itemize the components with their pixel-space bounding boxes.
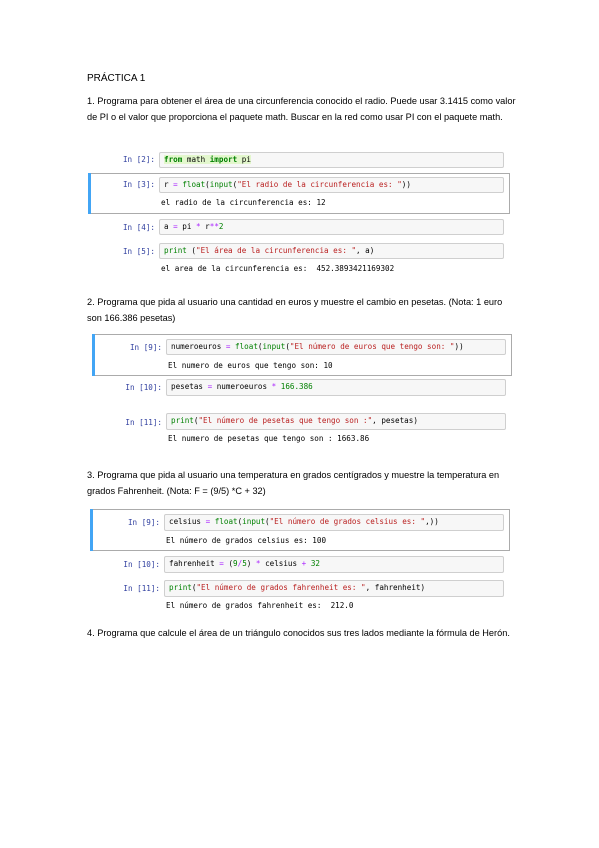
code-token: =	[205, 517, 211, 526]
code-token: 32	[310, 559, 320, 568]
code-token: input	[242, 517, 266, 526]
code-cell-input[interactable]	[164, 514, 504, 531]
code-token: (	[237, 517, 243, 526]
code-cell-input[interactable]	[159, 152, 504, 168]
code-token: r	[200, 222, 210, 231]
code-token: (	[193, 416, 199, 425]
code-token: celsius	[260, 559, 302, 568]
document-title: PRÁCTICA 1	[87, 73, 146, 84]
code-token: pesetas	[171, 382, 208, 391]
code-token: pi	[237, 155, 251, 164]
cell-prompt: In [10]:	[125, 383, 162, 392]
code-token: **	[209, 222, 219, 231]
code-token: a	[164, 222, 174, 231]
code-token: print	[164, 246, 187, 255]
cell-output: El número de grados fahrenheit es: 212.0	[166, 601, 354, 610]
exercise-2-text: 2. Programa que pida al usuario una cantidad en euros y muestre el cambio en pesetas. (Nota: 1 euro son 166.386 pesetas)	[87, 297, 503, 323]
cell-output: el radio de la circunferencia es: 12	[161, 198, 326, 207]
code-cell-input[interactable]	[159, 177, 504, 193]
cell-output: El numero de pesetas que tengo son : 1663.86	[168, 434, 370, 443]
code-token: (	[205, 180, 210, 189]
cell-prompt: In [10]:	[123, 560, 160, 569]
selected-cell-indicator	[88, 173, 91, 214]
code-token: input	[209, 180, 233, 189]
code-token: (	[257, 342, 263, 351]
code-token: print	[169, 583, 192, 592]
cell-output: El número de grados celsius es: 100	[166, 536, 327, 545]
code-cell-input[interactable]	[166, 413, 506, 430]
code-token: )	[246, 559, 256, 568]
code-token: fahrenheit	[169, 559, 220, 568]
exercise-3-text: 3. Programa que pida al usuario una temperatura en grados centígrados y muestre la temperatura en grados Fahrenheit. (Nota: F = (9/5) *C + 32)	[87, 470, 500, 496]
code-token: r	[164, 180, 174, 189]
code-token: ,))	[425, 517, 439, 526]
code-token: , fahrenheit)	[365, 583, 426, 592]
code-token: "El radio de la circunferencia es: "	[237, 180, 402, 189]
code-token: *	[196, 222, 201, 231]
cell-output: el area de la circunferencia es: 452.3893421169302	[161, 264, 395, 273]
code-token: =	[173, 222, 178, 231]
cell-prompt: In [4]:	[122, 223, 155, 232]
code-token: /	[237, 559, 243, 568]
code-token: "El número de grados celsius es: "	[269, 517, 426, 526]
cell-prompt: In [11]:	[123, 584, 160, 593]
code-token: ))	[454, 342, 464, 351]
code-token: (	[232, 180, 238, 189]
code-token: (	[265, 517, 270, 526]
code-token: (	[285, 342, 290, 351]
code-cell-input[interactable]	[159, 243, 504, 259]
code-token: (	[191, 583, 197, 592]
code-token: =	[219, 559, 224, 568]
code-token: , a)	[356, 246, 375, 255]
cell-prompt: In [9]:	[127, 518, 160, 527]
code-token: celsius	[169, 517, 206, 526]
exercise-1-text: 1. Programa para obtener el área de una circunferencia conocido el radio. Puede usar 3.1415 como valor de PI o el valor que proporciona el paquete math. Buscar en la red como usar PI con el paquete math.	[87, 96, 516, 122]
code-token: +	[301, 559, 307, 568]
code-token: , pesetas)	[372, 416, 418, 425]
code-token: "El área de la circunferencia es: "	[196, 246, 357, 255]
exercise-4-text: 4. Programa que calcule el área de un triángulo conocidos sus tres lados mediante la fórmula de Herón.	[87, 628, 510, 638]
cell-prompt: In [11]:	[125, 418, 162, 427]
code-token: =	[207, 382, 213, 391]
code-token: math	[182, 155, 210, 164]
selected-cell-indicator	[92, 334, 95, 376]
code-token: "El número de euros que tengo son: "	[289, 342, 455, 351]
code-token: pi	[177, 222, 197, 231]
cell-prompt: In [5]:	[122, 247, 155, 256]
code-token: numeroeuros	[171, 342, 226, 351]
code-token: "El número de pesetas que tengo son :"	[198, 416, 373, 425]
code-token: =	[225, 342, 231, 351]
code-cell-input[interactable]	[166, 339, 506, 355]
code-token: numeroeuros	[212, 382, 272, 391]
code-token: from	[164, 155, 183, 164]
code-token: 2	[218, 222, 224, 231]
cell-prompt: In [9]:	[129, 343, 162, 352]
code-token: =	[173, 180, 178, 189]
code-token: print	[171, 416, 194, 425]
code-cell-input[interactable]	[164, 580, 504, 597]
code-token: 9	[233, 559, 238, 568]
cell-output: El numero de euros que tengo son: 10	[168, 361, 333, 370]
code-token: 166.386	[280, 382, 313, 391]
code-token: *	[255, 559, 261, 568]
cell-prompt: In [2]:	[122, 155, 155, 164]
code-token: (	[223, 559, 234, 568]
code-token: input	[262, 342, 286, 351]
code-token: float	[235, 342, 258, 351]
code-token: import	[209, 155, 238, 164]
code-token: "El número de grados fahrenheit es: "	[196, 583, 366, 592]
code-token: 5	[242, 559, 247, 568]
code-token: float	[214, 517, 238, 526]
code-cell-input[interactable]	[159, 219, 504, 235]
code-cell-input[interactable]	[166, 379, 506, 396]
cell-prompt: In [3]:	[122, 180, 155, 189]
code-token: *	[271, 382, 277, 391]
selected-cell-indicator	[90, 509, 93, 551]
code-cell-input[interactable]	[164, 556, 504, 573]
code-token: float	[182, 180, 206, 189]
code-token: ))	[401, 180, 411, 189]
code-token: (	[186, 246, 197, 255]
